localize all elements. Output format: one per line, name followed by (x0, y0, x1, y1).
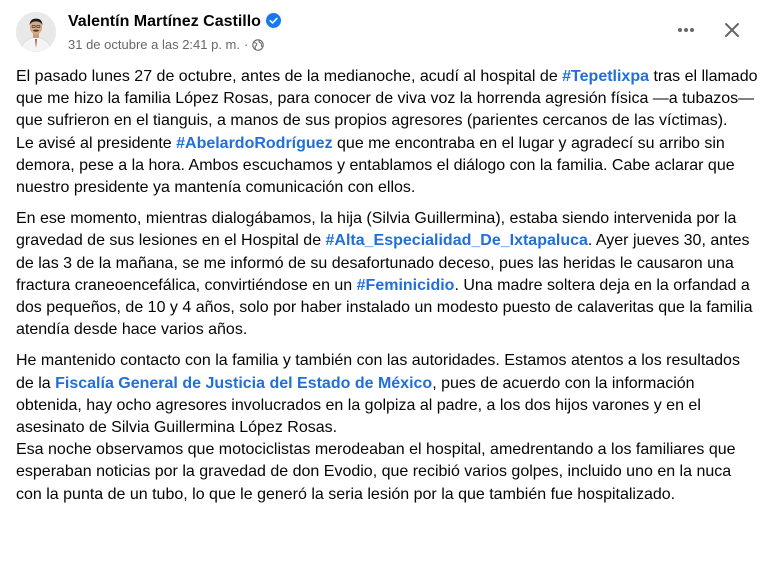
post-text: Le avisé al presidente (16, 134, 177, 152)
close-icon (722, 20, 742, 40)
post-text: . Ayer jueves 30, antes de las 3 de la mañana, se me informó de su desafortunado deceso, pues las heridas le causaron una fractura craneoencefálica, convirtiéndose en un (16, 232, 750, 294)
profile-photo-icon (16, 12, 56, 52)
hashtag-link[interactable]: #Feminicidio (356, 276, 455, 294)
post-text: que me encontraba en el lugar y agradecí su arribo sin demora, pese a la hora. Ambos escuchamos y entablamos el diálogo con la familia. Cabe aclarar que nuestro presidente ya mantenía comunicación con ellos. (16, 134, 735, 197)
post-text: En ese momento, mientras dialogábamos, la hija (Silvia Guillermina), estaba siendo intervenida por la gravedad de sus lesiones en el Hospital de (16, 210, 737, 250)
post-text: Esa noche observamos que motociclistas merodeaban el hospital, amedrentando a los familiares que esperaban noticias por la gravedad de don Evodio, que recibió varios golpes, incluido uno en la nuca con la punta de un tubo, lo que le generó la seria lesión por la que también fue hospitalizado. (16, 441, 736, 503)
meta-separator: · (244, 37, 249, 52)
more-options-button[interactable] (670, 14, 702, 46)
post-text: El pasado lunes 27 de octubre, antes de la medianoche, acudí al hospital de (16, 68, 563, 85)
post-paragraph (16, 66, 760, 133)
post-text: . Una madre soltera deja en la orfandad a dos pequeños, de 10 y 4 años, solo por haber instalado un modesto puesto de calaveritas que la familia atendía desde hace varios años. (16, 276, 753, 339)
hashtag-link[interactable]: #Alta_Especialidad_De_Ixtapaluca (325, 232, 588, 250)
post-text: tras el llamado que me hizo la familia López Rosas, para conocer de viva voz la horrenda agresión física —a tubazos— que sufrieron en el tianguis, a manos de sus propios agresores (parientes cercanos de las víctimas). (16, 68, 758, 130)
post-timestamp[interactable]: 31 de octubre a las 2:41 p. m. (68, 37, 240, 52)
author-name-text[interactable]: Valentín Martínez Castillo (68, 13, 261, 30)
hashtag-link[interactable]: #AbelardoRodríguez (176, 134, 333, 152)
post-text: , pues de acuerdo con la información obtenida, hay ocho agresores involucrados en la golpiza al padre, a los dos hijos varones y en el asesinato de Silvia Guillermina López Rosas. (16, 374, 701, 437)
author-name[interactable] (68, 13, 281, 31)
more-horizontal-icon (676, 20, 696, 40)
close-post-button[interactable] (716, 14, 748, 46)
post-paragraph (16, 208, 760, 341)
page-mention-link[interactable]: Fiscalía General de Justicia del Estado de México (55, 374, 433, 392)
post-body (16, 66, 760, 506)
hashtag-link[interactable]: #Tepetlixpa (562, 68, 649, 85)
verified-badge-icon (266, 13, 281, 28)
post-paragraph (16, 350, 760, 439)
globe-icon[interactable] (252, 39, 264, 51)
author-avatar[interactable] (16, 12, 56, 52)
post-paragraph (16, 133, 760, 200)
post-meta (68, 37, 264, 52)
post-header (16, 10, 756, 58)
post-text: He mantenido contacto con la familia y también con las autoridades. Estamos atentos a los resultados de la (16, 352, 740, 392)
post-paragraph (16, 439, 760, 506)
